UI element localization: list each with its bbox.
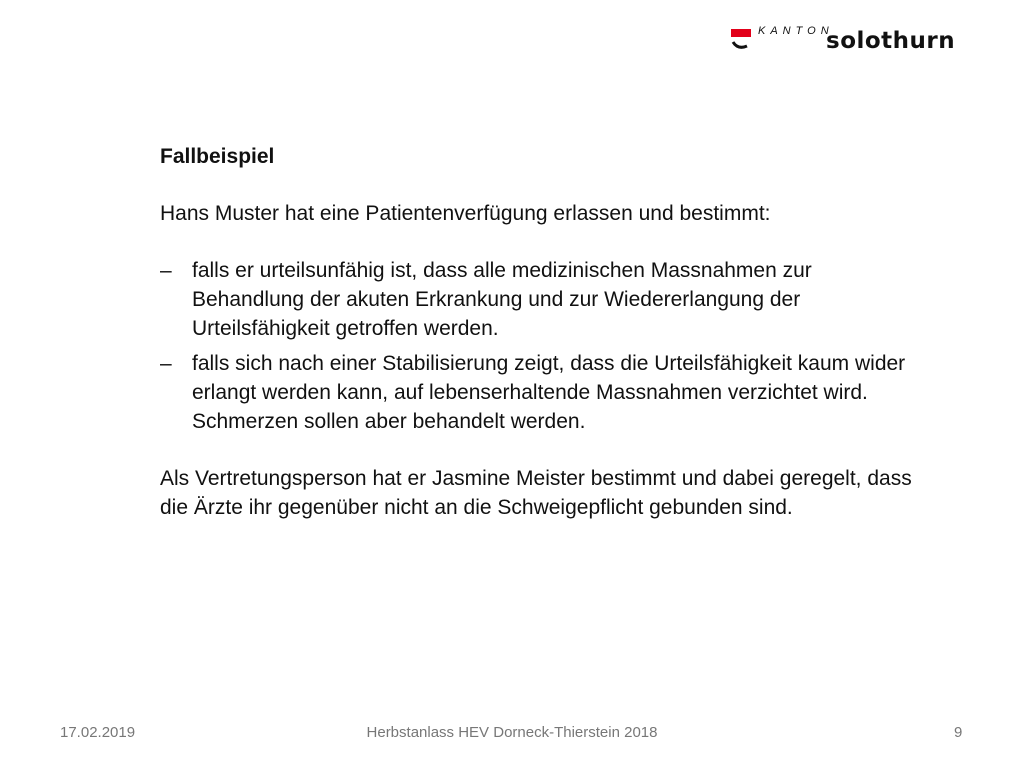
footer-date: 17.02.2019 [60,724,136,741]
bullet-item-2 [160,349,920,436]
kanton-solothurn-logo [730,24,980,60]
footer-page-number: 9 [954,724,963,741]
slide-heading: Fallbeispiel [160,145,275,168]
bullet-text: falls er urteilsunfähig ist, dass alle medizinischen Massnahmen zur Behandlung der akuten Erkrankung und zur Wiedererlangung der Urteilsfähigkeit getroffen werden. [192,259,812,340]
bullet-text: falls sich nach einer Stabilisierung zeigt, dass die Urteilsfähigkeit kaum wider erlangt werden kann, auf lebenserhaltende Massnahmen verzichtet wird. Schmerzen sollen aber behandelt werden. [192,352,906,433]
bullet-dash: – [160,352,172,375]
bullet-list [160,256,920,436]
slide-closing: Als Vertretungsperson hat er Jasmine Meister bestimmt und dabei geregelt, dass die Ärzte ihr gegenüber nicht an die Schweigepflicht gebunden sind. [160,467,912,519]
bullet-dash: – [160,259,172,282]
slide-intro: Hans Muster hat eine Patientenverfügung erlassen und bestimmt: [160,202,771,225]
logo-solothurn-text: solothurn [826,28,956,54]
solothurn-emblem-icon [730,28,752,54]
bullet-item-1 [160,256,920,343]
footer-title: Herbstanlass HEV Dorneck-Thierstein 2018 [366,724,658,741]
slide-content [160,142,920,522]
logo-kanton-text: KANTON [758,25,834,37]
